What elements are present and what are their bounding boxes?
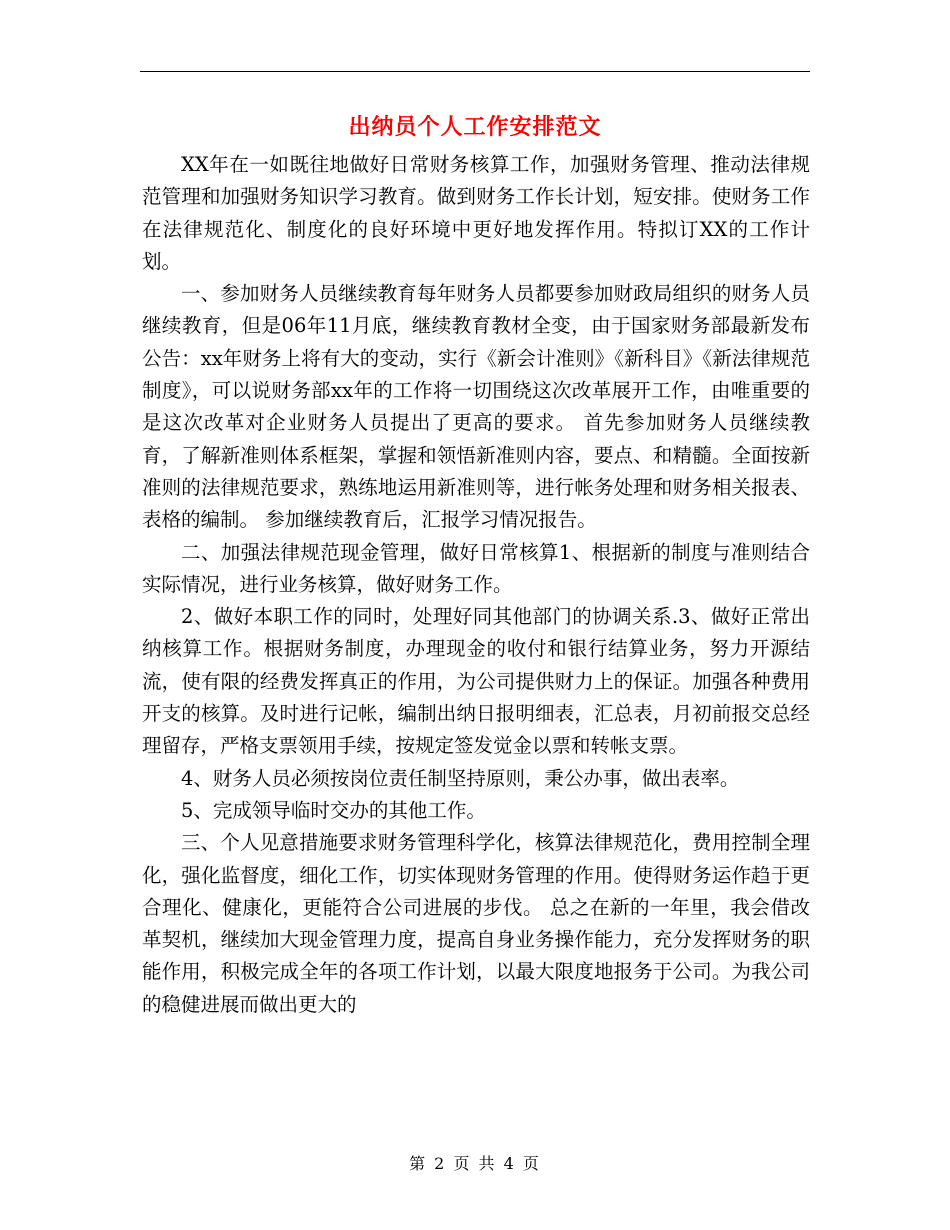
document-body (142, 149, 810, 1021)
paragraph-item-2: 2、做好本职工作的同时，处理好同其他部门的协调关系.3、做好正常出纳核算工作。根据财务制度，办理现金的收付和银行结算业务，努力开源结流，使有限的经费发挥真正的作用，为公司提供财力上的保证。加强各种费用开支的核算。及时进行记帐，编制出纳日报明细表，汇总表，月初前报交总经理留存，严格支票领用手续，按规定签发觉金以票和转帐支票。 (142, 605, 810, 758)
header-rule (140, 71, 810, 72)
paragraph-item-5: 5、完成领导临时交办的其他工作。 (181, 798, 486, 822)
paragraph-section-1: 一、参加财务人员继续教育每年财务人员都要参加财政局组织的财务人员继续教育，但是06年11月底，继续教育教材全变，由于国家财务部最新发布公告：xx年财务上将有大的变动，实行《新会计准则》《新科目》《新法律规范制度》，可以说财务部xx年的工作将一切围绕这次改革展开工作，由唯重要的是这次改革对企业财务人员提出了更高的要求。 首先参加财务人员继续教育，了解新准则体系框架，掌握和领悟新准则内容，要点、和精髓。全面按新准则的法律规范要求，熟练地运用新准则等，进行帐务处理和财务相关报表、表格的编制。 参加继续教育后，汇报学习情况报告。 (142, 282, 810, 532)
page-footer: 第 2 页 共 4 页 (409, 1154, 541, 1173)
paragraph-section-2: 二、加强法律规范现金管理，做好日常核算1、根据新的制度与准则结合实际情况，进行业务核算，做好财务工作。 (142, 540, 810, 596)
paragraph-intro: XX年在一如既往地做好日常财务核算工作，加强财务管理、推动法律规范管理和加强财务知识学习教育。做到财务工作长计划，短安排。使财务工作在法律规范化、制度化的良好环境中更好地发挥作用。特拟订XX的工作计划。 (142, 153, 810, 273)
document-title: 出纳员个人工作安排范文 (348, 114, 602, 140)
paragraph-section-3: 三、个人见意措施要求财务管理科学化，核算法律规范化，费用控制全理化，强化监督度，细化工作，切实体现财务管理的作用。使得财务运作趋于更合理化、健康化，更能符合公司进展的步伐。 总之在新的一年里，我会借改革契机，继续加大现金管理力度，提高自身业务操作能力，充分发挥财务的职能作用，积极完成全年的各项工作计划，以最大限度地报务于公司。为我公司的稳健进展而做出更大的 (142, 831, 810, 1016)
paragraph-item-4: 4、财务人员必须按岗位责任制坚持原则，秉公办事，做出表率。 (181, 766, 740, 790)
